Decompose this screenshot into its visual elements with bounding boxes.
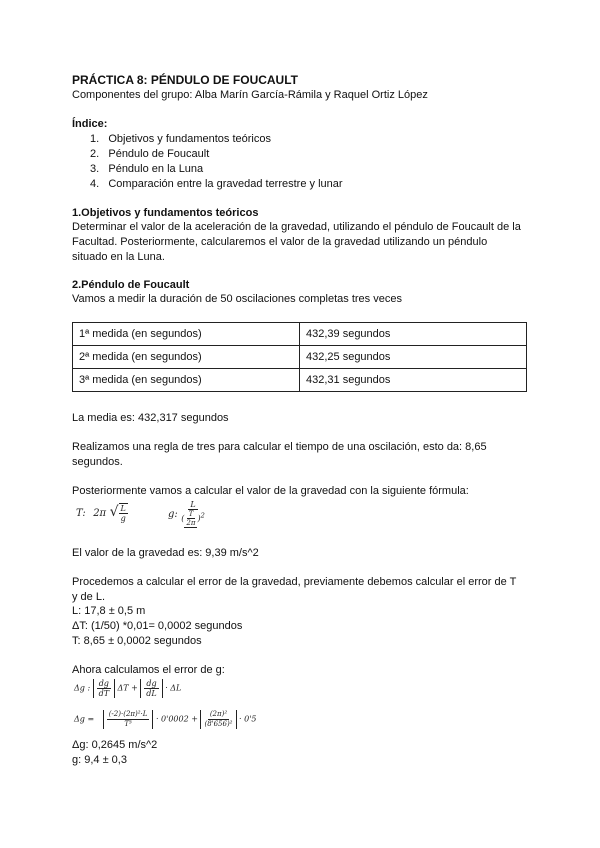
rule-text: Realizamos una regla de tres para calcular el tiempo de una oscilación, esto da: 8,65 (72, 441, 487, 453)
section1-text: Determinar el valor de la aceleración de la gravedad, utilizando el péndulo de Foucault de la (72, 221, 521, 233)
section1-heading: 1.Objetivos y fundamentos teóricos (72, 207, 259, 219)
group-members: Componentes del grupo: Alba Marín García-Rámila y Raquel Ortiz López (72, 89, 428, 101)
table-cell-label: 1ª medida (en segundos) (73, 323, 300, 346)
table-cell-value: 432,25 segundos (300, 346, 527, 369)
period-value: T: 8,65 ± 0,0002 segundos (72, 635, 202, 647)
index-item: 3. Péndulo en la Luna (90, 163, 204, 175)
period-formula: T: 2π √ $\frac{L}{g}$ (76, 504, 126, 523)
error-intro: y de L. (72, 591, 106, 603)
table-row (73, 323, 527, 346)
error-intro: Procedemos a calcular el error de la gravedad, previamente debemos calcular el error de T (72, 576, 517, 588)
table-cell-value: 432,31 segundos (300, 369, 527, 392)
section1-text: situado en la Luna. (72, 251, 165, 263)
section2-heading: 2.Péndulo de Foucault (72, 279, 190, 291)
error-formula-general: Δg : $\frac{dg}{dT}$ ΔT + $\frac{dg}{dL}$ · ΔL (74, 679, 182, 698)
page-title: PRÁCTICA 8: PÉNDULO DE FOUCAULT (72, 73, 298, 87)
table-cell-label: 3ª medida (en segundos) (73, 369, 300, 392)
formula-intro: Posteriormente vamos a calcular el valor de la gravedad con la siguiente fórmula: (72, 485, 469, 497)
g-result: g: 9,4 ± 0,3 (72, 754, 127, 766)
length-value: L: 17,8 ± 0,5 m (72, 605, 146, 617)
index-item: 2. Péndulo de Foucault (90, 148, 210, 160)
section1-text: Facultad. Posteriormente, calcularemos el valor de la gravedad utilizando un péndulo (72, 236, 488, 248)
measurements-table (72, 322, 527, 392)
table-row (73, 369, 527, 392)
section2-intro: Vamos a medir la duración de 50 oscilaciones completas tres veces (72, 293, 402, 305)
index-heading: Índice: (72, 118, 108, 130)
table-cell-value: 432,39 segundos (300, 323, 527, 346)
gravity-value: El valor de la gravedad es: 9,39 m/s^2 (72, 547, 259, 559)
index-item: 4. Comparación entre la gravedad terrestre y lunar (90, 178, 343, 190)
delta-g-value: Δg: 0,2645 m/s^2 (72, 739, 158, 751)
table-row (73, 346, 527, 369)
table-cell-label: 2ª medida (en segundos) (73, 346, 300, 369)
gravity-formula: g: L ( $\frac{T}{2\pi}$ )$^2$ (168, 500, 205, 527)
rule-text: segundos. (72, 456, 123, 468)
mean-text: La media es: 432,317 segundos (72, 412, 229, 424)
g-error-intro: Ahora calculamos el error de g: (72, 664, 225, 676)
delta-t-value: ΔT: (1/50) *0,01= 0,0002 segundos (72, 620, 243, 632)
index-item: 1. Objetivos y fundamentos teóricos (90, 133, 271, 145)
error-formula-numeric: Δg = $\frac{\text{(-2)·(2π)²·L}}{\text{T³}}$ · 0'0002 + $\frac{\text{(2π)²}}{\text{(8'656)²}}$ · 0'5 (74, 710, 257, 728)
